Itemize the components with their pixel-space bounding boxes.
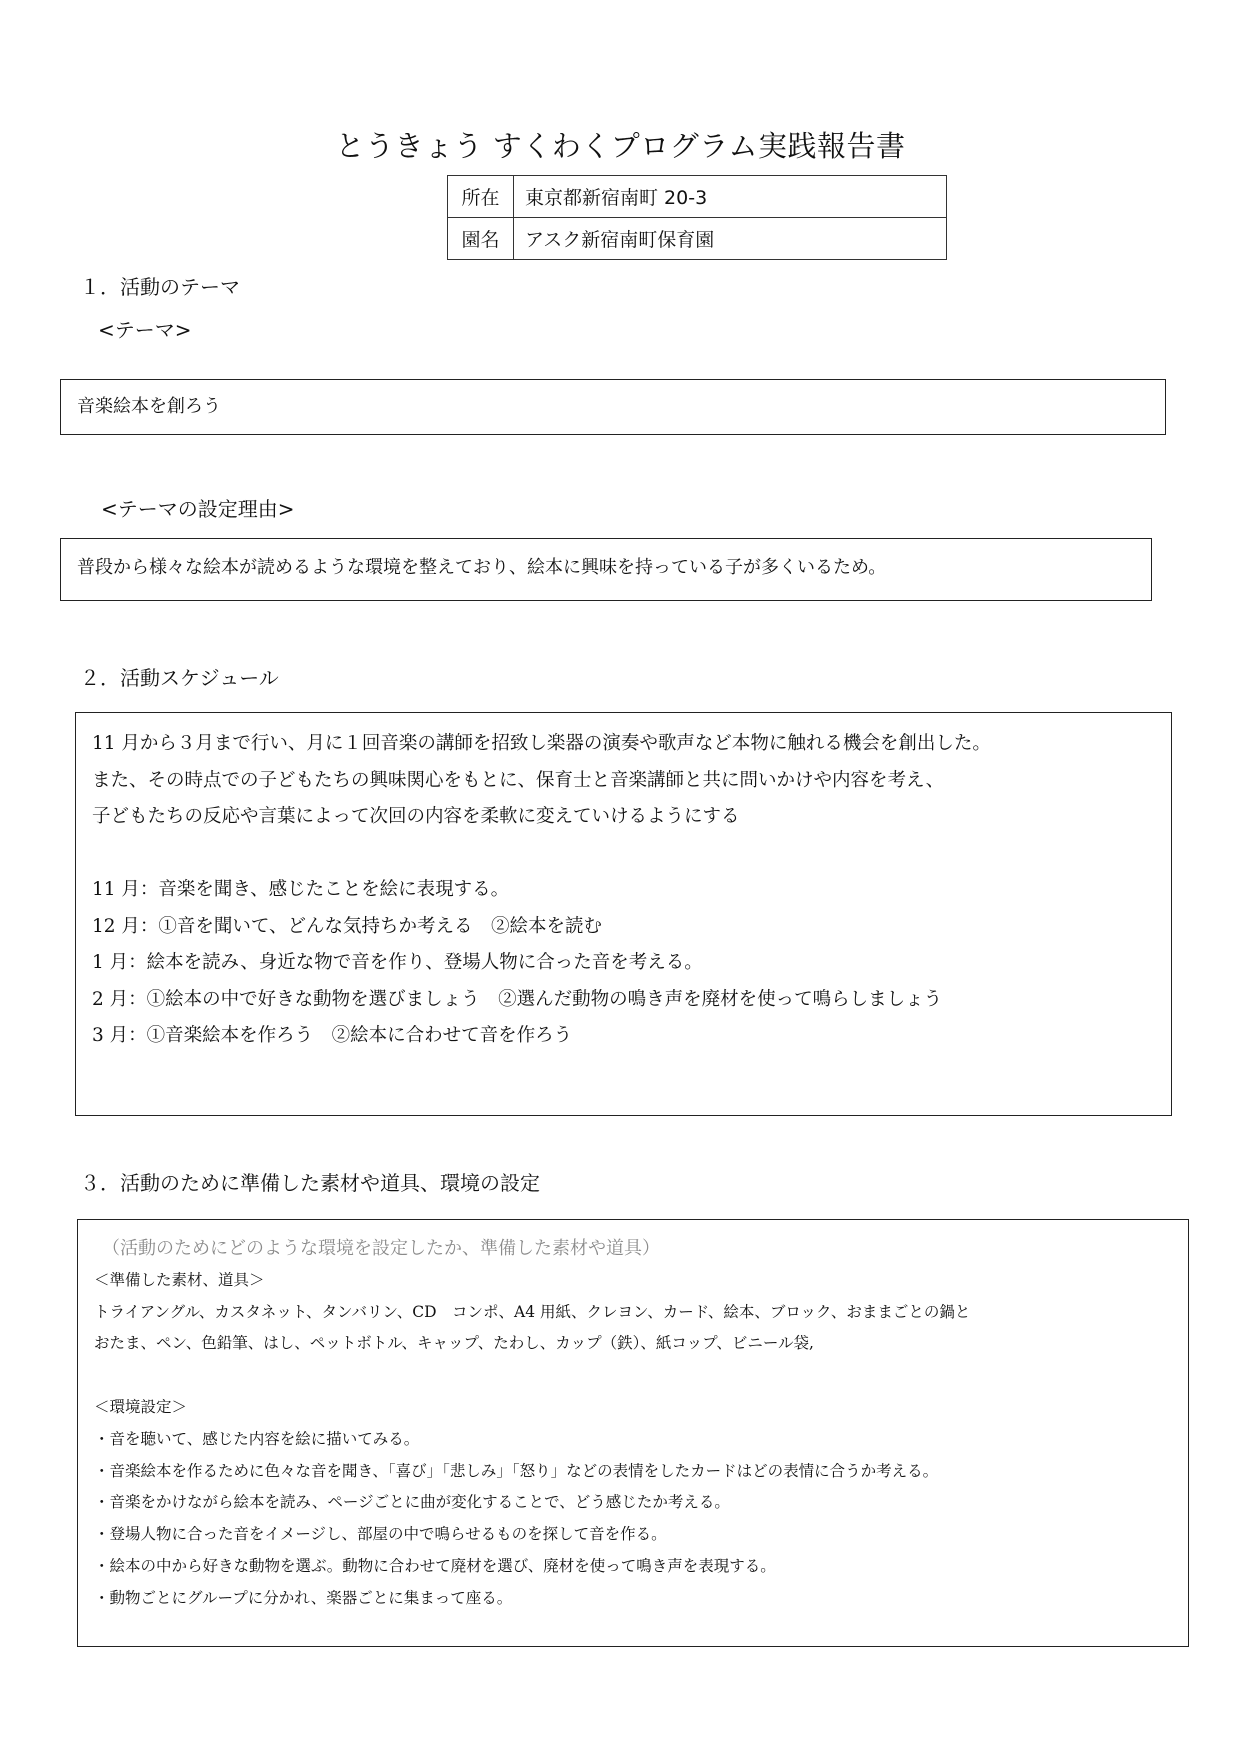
reason-text: 普段から様々な絵本が読めるような環境を整えており、絵本に興味を持っている子が多くいるため。: [77, 557, 887, 578]
section3-heading: ３．活動のために準備した素材や道具、環境の設定: [80, 1171, 540, 1195]
page-title: とうきょう すくわくプログラム実践報告書: [335, 129, 906, 163]
reason-label: <テーマの設定理由>: [101, 497, 295, 521]
environment-item: ・登場人物に合った音をイメージし、部屋の中で鳴らせるものを探して音を作る。: [94, 1525, 667, 1544]
materials-line: おたま、ペン、色鉛筆、はし、ペットボトル、キャップ、たわし、カップ（鉄）、紙コップ、ビニール袋,: [94, 1334, 814, 1353]
schedule-month-item: 12 月：①音を聞いて、どんな気持ちか考える ②絵本を読む: [92, 915, 603, 937]
environment-item: ・動物ごとにグループに分かれ、楽器ごとに集まって座る。: [94, 1588, 513, 1607]
info-row-location: [448, 176, 947, 218]
environment-item: ・音を聴いて、感じた内容を絵に描いてみる。: [94, 1429, 420, 1448]
name-label: 園名: [448, 218, 514, 260]
theme-box: [60, 379, 1166, 435]
info-table: [447, 175, 947, 260]
preparation-hint: （活動のためにどのような環境を設定したか、準備した素材や道具）: [102, 1238, 660, 1259]
theme-label: <テーマ>: [98, 318, 192, 342]
preparation-box: [77, 1219, 1189, 1647]
schedule-month-item: 3 月：①音楽絵本を作ろう ②絵本に合わせて音を作ろう: [92, 1025, 573, 1046]
materials-label: ＜準備した素材、道具＞: [94, 1270, 265, 1289]
schedule-intro-line: 11 月から３月まで行い、月に１回音楽の講師を招致し楽器の演奏や歌声など本物に触れる機会を創出した。: [92, 733, 991, 754]
location-label: 所在: [448, 176, 514, 218]
schedule-month-item: 11 月：音楽を聞き、感じたことを絵に表現する。: [92, 879, 510, 900]
section1-heading: １．活動のテーマ: [80, 275, 240, 299]
environment-item: ・音楽絵本を作るために色々な音を聞き、「喜び」「悲しみ」「怒り」などの表情をしたカードはどの表情に合うか考える。: [94, 1461, 939, 1480]
theme-text: 音楽絵本を創ろう: [77, 396, 221, 417]
environment-label: ＜環境設定＞: [94, 1397, 188, 1416]
schedule-intro-line: 子どもたちの反応や言葉によって次回の内容を柔軟に変えていけるようにする: [92, 806, 740, 827]
materials-line: トライアングル、カスタネット、タンバリン、CD コンポ、A4 用紙、クレヨン、カード、絵本、ブロック、おままごとの鍋と: [94, 1302, 971, 1321]
reason-box: [60, 538, 1152, 601]
environment-item: ・絵本の中から好きな動物を選ぶ。動物に合わせて廃材を選び、廃材を使って鳴き声を表現する。: [94, 1556, 776, 1575]
environment-item: ・音楽をかけながら絵本を読み、ページごとに曲が変化することで、どう感じたか考える。: [94, 1493, 730, 1512]
schedule-month-item: 2 月：①絵本の中で好きな動物を選びましょう ②選んだ動物の鳴き声を廃材を使って鳴らしましょう: [92, 988, 943, 1010]
schedule-box: [75, 712, 1172, 1116]
name-value: アスク新宿南町保育園: [514, 218, 947, 260]
schedule-intro-line: また、その時点での子どもたちの興味関心をもとに、保育士と音楽講師と共に問いかけや内容を考え、: [92, 769, 945, 791]
schedule-month-item: 1 月：絵本を読み、身近な物で音を作り、登場人物に合った音を考える。: [92, 952, 703, 973]
info-row-name: [448, 218, 947, 260]
section2-heading: ２．活動スケジュール: [80, 666, 279, 690]
location-value: 東京都新宿南町 20-3: [514, 176, 947, 218]
